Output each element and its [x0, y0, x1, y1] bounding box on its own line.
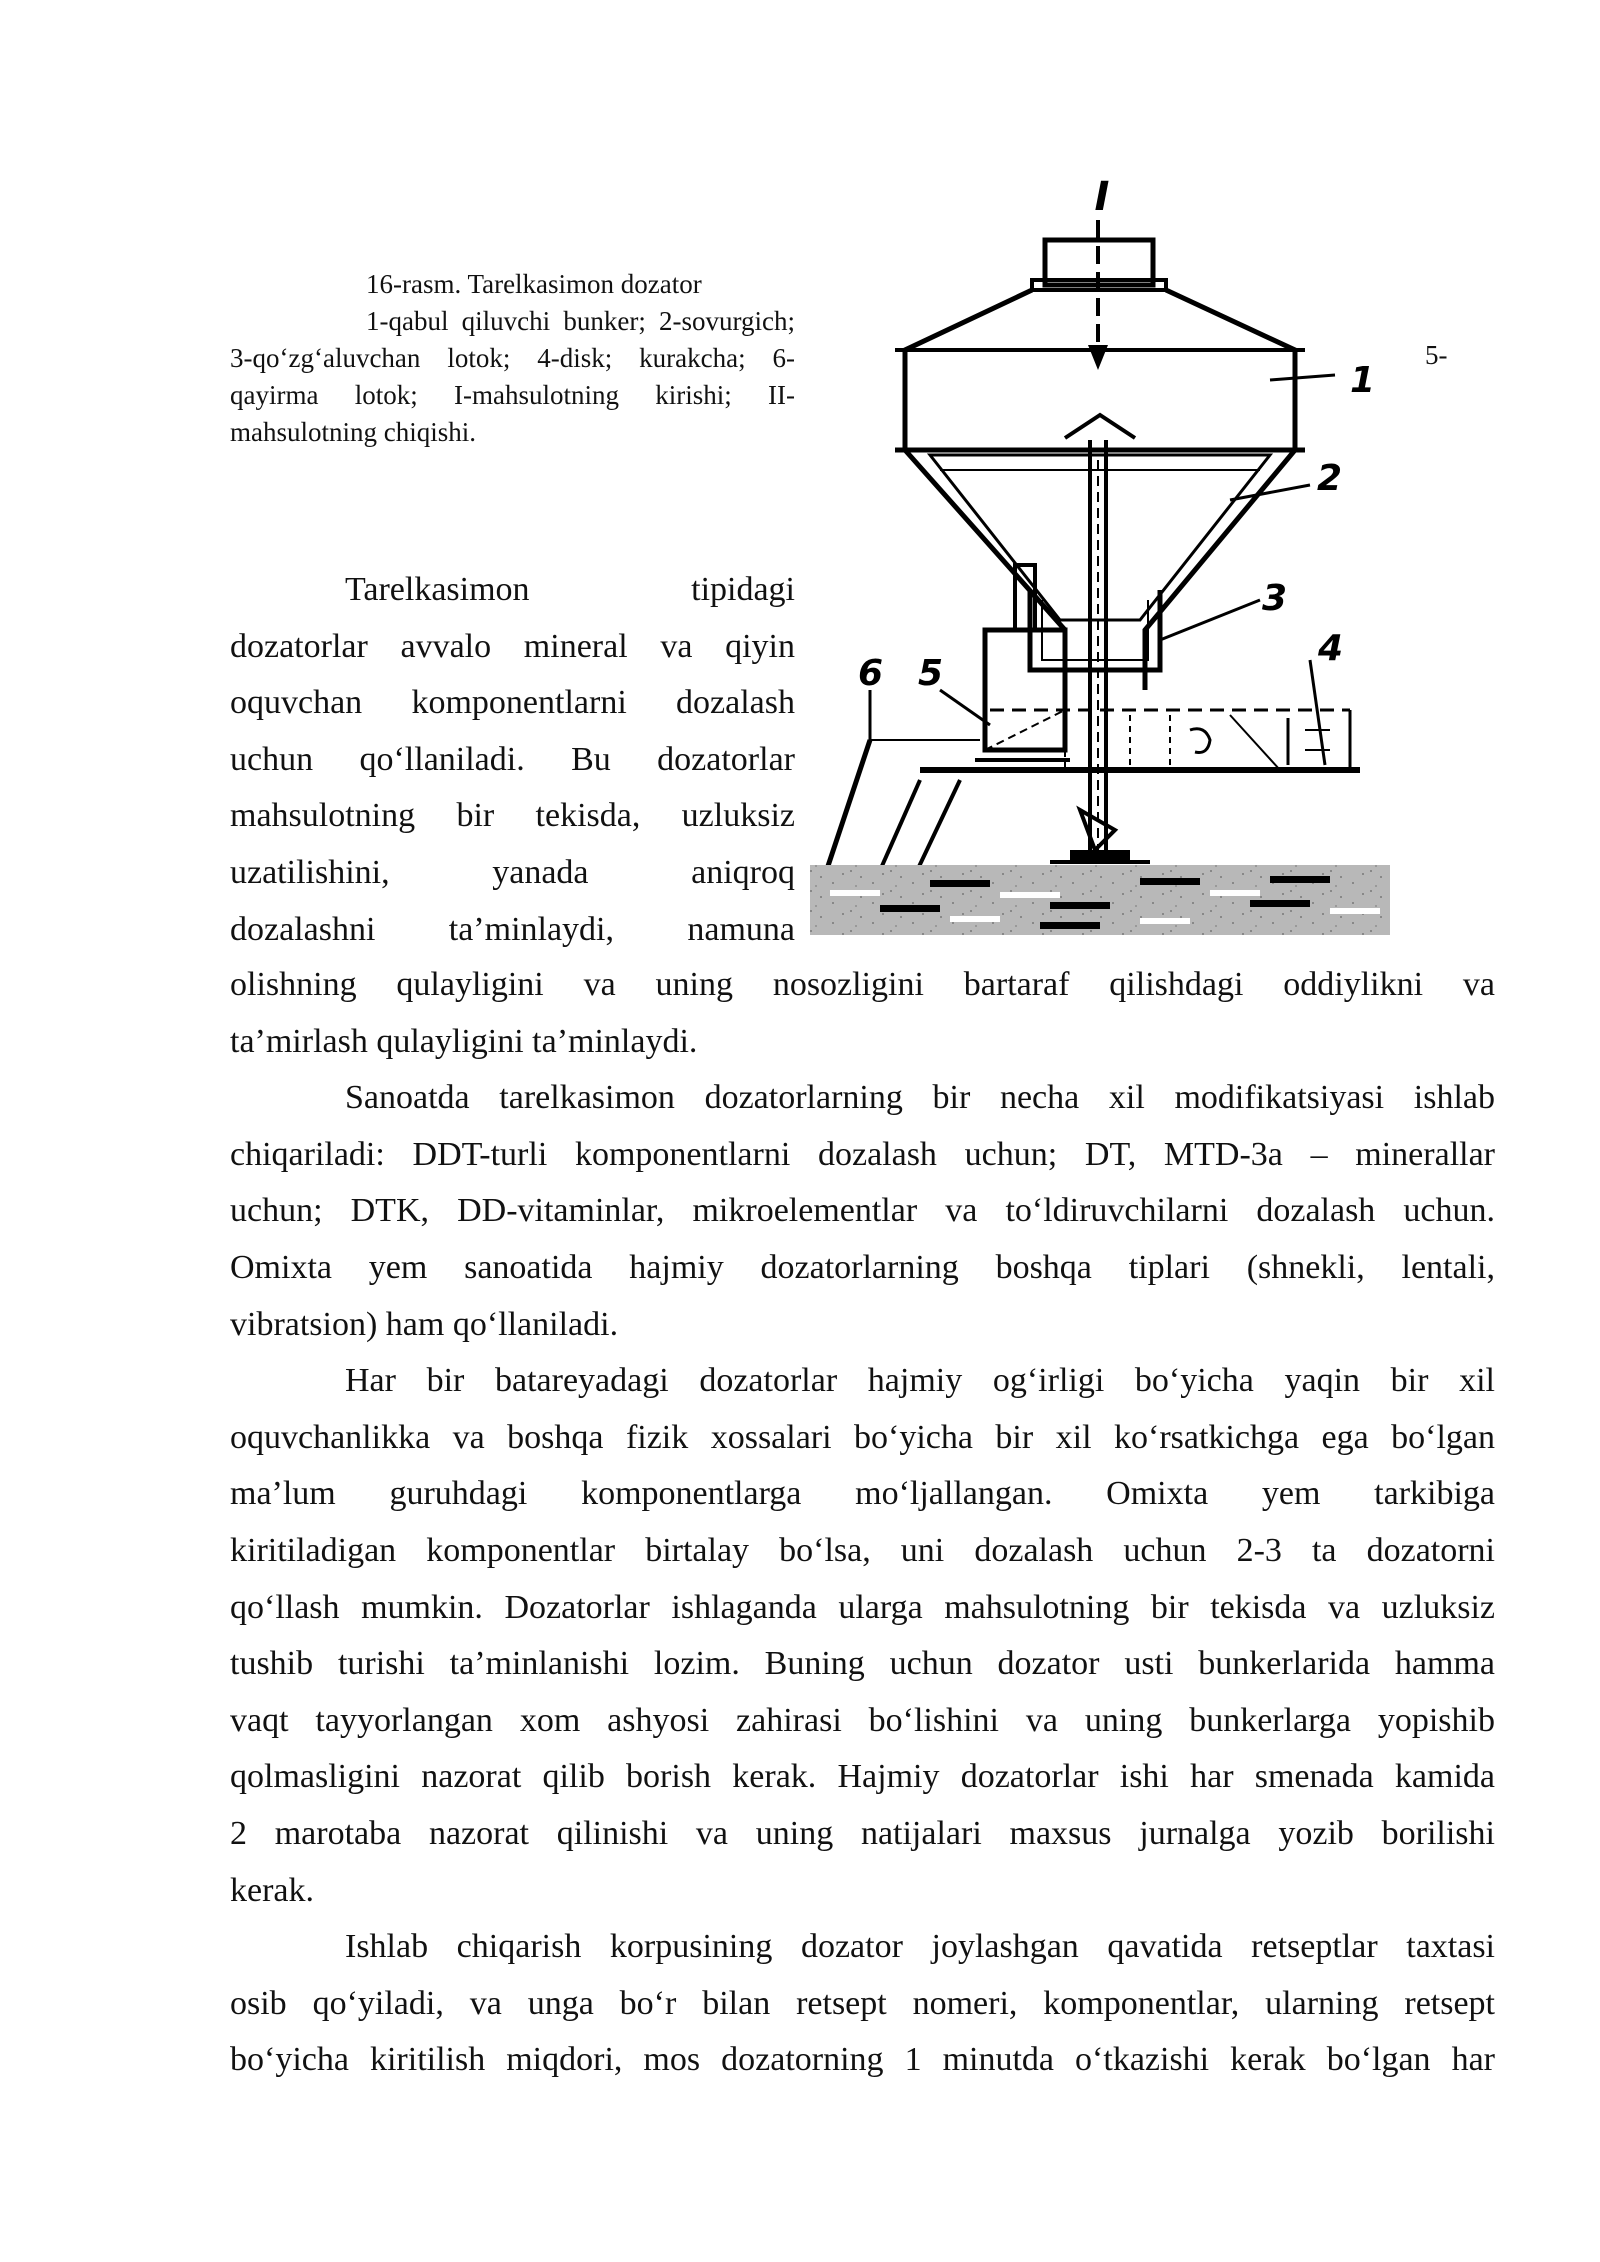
paragraph-intro-narrow: [230, 562, 795, 958]
figure-caption: [230, 266, 795, 451]
text-line: qolmasligini nazorat qilib borish kerak. Hajmiy dozatorlar ishi har smenada kamida: [230, 1758, 1495, 1796]
text-line: chiqariladi: DDT-turli komponentlarni dozalash uchun; DT, MTD-3a – minerallar: [230, 1135, 1495, 1173]
text-line: ma’lum guruhdagi komponentlarga mo‘ljallangan. Omixta yem tarkibiga: [230, 1475, 1495, 1513]
text-line: oquvchanlikka va boshqa fizik xossalari bo‘yicha bir xil ko‘rsatkichga ega bo‘lgan: [230, 1418, 1495, 1456]
text-line: osib qo‘yiladi, va unga bo‘r bilan retsept nomeri, komponentlar, ularning retsept: [230, 1984, 1495, 2022]
caption-legend-tail: 5-: [1425, 340, 1448, 370]
text-line: Omixta yem sanoatida hajmiy dozatorlarning boshqa tiplari (shnekli, lentali,: [230, 1248, 1495, 1286]
text-line: qo‘llash mumkin. Dozatorlar ishlaganda ularga mahsulotning bir tekisda va uzluksiz: [230, 1588, 1495, 1626]
caption-legend-part1: 1-qabul qiluvchi bunker; 2-sovurgich; 3-qo‘zg‘aluvchan lotok; 4-disk;: [230, 306, 795, 373]
text-line: oquvchan komponentlarni dozalash: [230, 684, 795, 722]
text-line: kerak.: [230, 1871, 315, 1909]
cone-outer-right: [1145, 450, 1295, 690]
dozator-diagram: [810, 170, 1410, 950]
label-6: 6: [858, 653, 884, 694]
text-line: Ishlab chiqarish korpusining dozator joylashgan qavatida retseptlar taxtasi: [345, 1928, 1495, 1966]
text-line: uchun qo‘llaniladi. Bu dozatorlar: [230, 740, 795, 778]
deflector: [825, 740, 870, 875]
caption-legend: [230, 303, 795, 451]
caption-title: 16-rasm. Tarelkasimon dozator: [366, 269, 702, 299]
text-line: vibratsion) ham qo‘llaniladi.: [230, 1305, 619, 1343]
paragraph-intro-continued: [230, 957, 1495, 1070]
paragraph-recipe-board: [230, 1919, 1495, 2089]
body-text: [230, 957, 1495, 2089]
text-line: bo‘yicha kiritilish miqdori, mos dozatorning 1 minutda o‘tkazishi kerak bo‘lgan har: [230, 2041, 1495, 2079]
text-line: kiritiladigan komponentlar birtalay bo‘lsa, uni dozalash uchun 2-3 ta dozatorni: [230, 1531, 1495, 1569]
text-line: 2 marotaba nazorat qilinishi va uning natijalari maxsus jurnalga yozib borilishi: [230, 1814, 1495, 1852]
text-line: Har bir batareyadagi dozatorlar hajmiy og‘irligi bo‘yicha yaqin bir xil: [345, 1362, 1495, 1400]
label-1: 1: [1350, 360, 1376, 401]
text-line: dozatorlar avvalo mineral va qiyin: [230, 627, 795, 665]
text-line: ta’mirlash qulayligini ta’minlaydi.: [230, 1022, 698, 1060]
caption-legend-part2: kurakcha; 6-qayirma lotok; I-mahsulotning kirishi; II-mahsulotning chiqishi.: [230, 343, 796, 447]
label-2: 2: [1317, 458, 1343, 499]
text-line: uchun; DTK, DD-vitaminlar, mikroelementlar va to‘ldiruvchilarni dozalash uchun.: [230, 1192, 1495, 1230]
label-input: I: [1094, 174, 1110, 220]
label-3: 3: [1262, 578, 1288, 619]
text-line: Sanoatda tarelkasimon dozatorlarning bir necha xil modifikatsiyasi ishlab: [345, 1079, 1495, 1117]
text-line: mahsulotning bir tekisda, uzluksiz: [230, 797, 795, 835]
label-4: 4: [1318, 628, 1344, 669]
cone-peak: [1065, 415, 1135, 438]
text-line: Tarelkasimon tipidagi: [345, 571, 795, 608]
text-line: uzatilishini, yanada aniqroq: [230, 853, 795, 891]
label-5: 5: [918, 653, 944, 694]
scraper-housing: [985, 630, 1065, 750]
text-line: olishning qulayligini va uning nosozligini bartaraf qilishdagi oddiylikni va: [230, 966, 1495, 1003]
paragraph-modifications: [230, 1070, 1495, 1353]
text-line: dozalashni ta’minlaydi, namuna: [230, 910, 795, 948]
text-line: vaqt tayyorlangan xom ashyosi zahirasi bo‘lishini va uning bunkerlarga yopishib: [230, 1701, 1495, 1739]
text-line: tushib turishi ta’minlanishi lozim. Buning uchun dozator usti bunkerlarida hamma: [230, 1645, 1495, 1683]
paragraph-battery: [230, 1353, 1495, 1919]
